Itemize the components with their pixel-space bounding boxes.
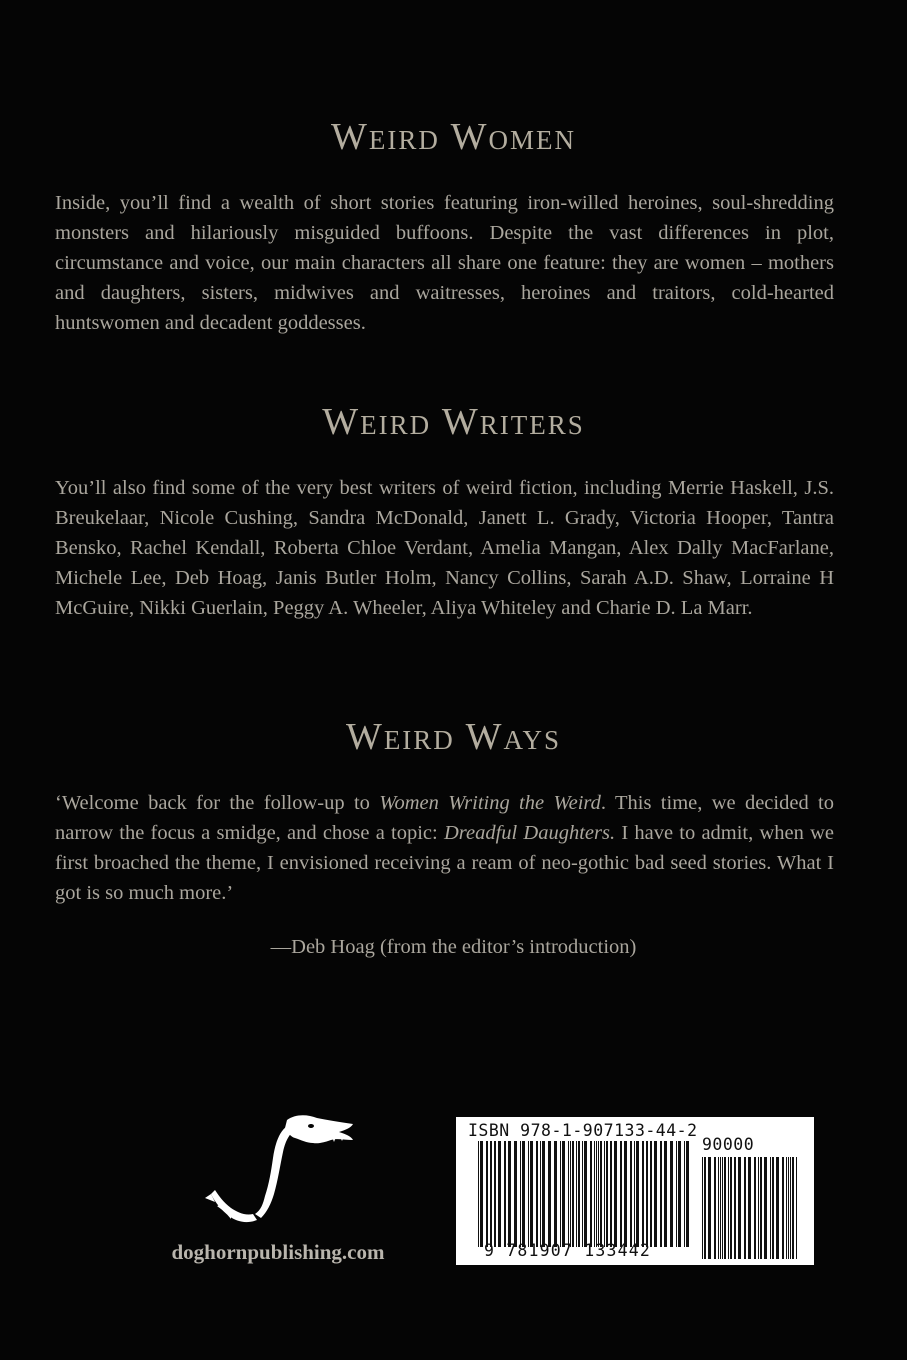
barcode-bar — [598, 1141, 599, 1247]
editor-quote — [55, 788, 834, 908]
barcode-bar — [486, 1141, 488, 1247]
quote-part: I have to admit, when we first broached the theme, I envisioned receiving a ream of neo-gothic bad seed stories. What I got is so much more.’ — [55, 822, 834, 904]
barcode-bar — [684, 1141, 685, 1247]
barcode-bar — [620, 1141, 622, 1247]
quote-part: . This time, we decided to narrow the focus a smidge, and chose a topic: — [55, 792, 834, 844]
barcode-bar — [660, 1141, 662, 1247]
barcode-bar — [664, 1141, 667, 1247]
barcode-bar — [606, 1141, 608, 1247]
barcode-bar — [480, 1141, 483, 1247]
barcode-bar — [770, 1157, 771, 1259]
barcode-bar — [650, 1141, 652, 1247]
barcode-bar — [508, 1141, 511, 1247]
barcode-bar — [542, 1141, 545, 1247]
barcode-bar — [718, 1157, 719, 1259]
publisher-website-link[interactable]: doghornpublishing.com — [171, 1240, 385, 1264]
barcode-bar — [578, 1141, 580, 1247]
barcode-bar — [748, 1157, 751, 1259]
dog-skull-logo-icon — [195, 1110, 365, 1240]
barcode-bar — [714, 1157, 716, 1259]
weird-women-paragraph: Inside, you’ll find a wealth of short stories featuring iron-willed heroines, soul-shredding monsters and hilariously misguided buffoons. Despite the vast differences in plot, circumstance and voice, our main characters all share one feature: they are women – mothers and daughters, sisters, midwives and waitresses, heroines and traitors, cold-hearted huntswomen and decadent goddesses. — [55, 192, 834, 334]
barcode-bar — [728, 1157, 729, 1259]
barcode-bar — [796, 1157, 797, 1259]
barcode-bar — [788, 1157, 789, 1259]
barcode-bar — [786, 1157, 787, 1259]
barcode-bar — [782, 1157, 784, 1259]
barcode-bar — [686, 1141, 689, 1247]
barcode-bar — [614, 1141, 617, 1247]
barcode-bar — [494, 1141, 496, 1247]
barcode-bar — [702, 1157, 703, 1259]
barcode-bar — [754, 1157, 756, 1259]
barcode-bar — [562, 1141, 565, 1247]
barcode-bar — [568, 1141, 569, 1247]
barcode-bar — [624, 1141, 627, 1247]
quote-title-dreadful-daughters: Dreadful Daughters. — [443, 822, 616, 844]
barcode-bar — [522, 1141, 525, 1247]
barcode-bar — [670, 1141, 673, 1247]
barcode-bar — [498, 1141, 501, 1247]
barcode-bar — [514, 1141, 517, 1247]
quote-part: ‘Welcome back for the follow-up to — [55, 792, 380, 814]
barcode-bar — [478, 1141, 479, 1247]
barcode-bar — [582, 1141, 583, 1247]
barcode-bar — [704, 1157, 706, 1259]
heading-weird-writers: Weird Writers — [322, 401, 585, 443]
barcode-bar — [722, 1157, 723, 1259]
barcode-bar — [642, 1141, 644, 1247]
barcode-bar — [596, 1141, 597, 1247]
barcode-bar — [520, 1141, 521, 1247]
barcode-bar — [504, 1141, 506, 1247]
barcode-bar — [548, 1141, 551, 1247]
barcode-bar — [536, 1141, 538, 1247]
barcode-bar — [554, 1141, 557, 1247]
barcode-bar — [528, 1141, 529, 1247]
barcode-bar — [610, 1141, 612, 1247]
barcode-bar — [594, 1141, 595, 1247]
barcode-bar — [724, 1157, 726, 1259]
barcode-bar — [790, 1157, 791, 1259]
barcode-bar — [744, 1157, 746, 1259]
barcode-bar — [760, 1157, 762, 1259]
barcode-bar — [776, 1157, 779, 1259]
barcode-bar — [572, 1141, 574, 1247]
isbn-barcode — [456, 1117, 814, 1265]
weird-writers-paragraph: You’ll also find some of the very best writers of weird fiction, including Merrie Haskell, J.S. Breukelaar, Nicole Cushing, Sandra McDonald, Janett L. Grady, Victoria Hooper, Tantra Bensko, Rachel Kendall, Roberta Chloe Verdant, Amelia Mangan, Alex Dally MacFarlane, Michele Lee, Deb Hoag, Janis Butler Holm, Nancy Collins, Sarah A.D. Shaw, Lorraine H McGuire, Nikki Guerlain, Peggy A. Wheeler, Aliya Whiteley and Charie D. La Marr. — [55, 477, 834, 619]
heading-weird-ways: Weird Ways — [345, 716, 562, 758]
barcode-bar — [576, 1141, 577, 1247]
barcode-bar — [772, 1157, 774, 1259]
barcode-bar — [590, 1141, 592, 1247]
barcode-bar — [630, 1141, 632, 1247]
barcode-bar — [570, 1141, 571, 1247]
barcode-bar — [734, 1157, 736, 1259]
ean-digits: 9 781907 133442 — [484, 1241, 652, 1260]
barcode-bar — [654, 1141, 657, 1247]
barcode-bar — [490, 1141, 492, 1247]
barcode-bar — [764, 1157, 767, 1259]
barcode-bar — [560, 1141, 561, 1247]
barcode-bar — [636, 1141, 639, 1247]
barcode-bar — [530, 1141, 533, 1247]
barcode-bar — [730, 1157, 732, 1259]
barcode-bar — [758, 1157, 759, 1259]
price-addon-code: 90000 — [702, 1135, 755, 1154]
barcode-bar — [584, 1141, 587, 1247]
heading-weird-women: Weird Women — [330, 116, 577, 158]
barcode-bar — [738, 1157, 741, 1259]
barcode-bar — [676, 1141, 677, 1247]
barcode-bar — [708, 1157, 711, 1259]
barcode-bar — [600, 1141, 602, 1247]
barcode-bar — [646, 1141, 648, 1247]
quote-title-women-writing: Women Writing the Weird — [379, 792, 601, 814]
barcode-bar — [634, 1141, 635, 1247]
barcode-bar — [720, 1157, 721, 1259]
isbn-label: ISBN 978-1-907133-44-2 — [468, 1121, 698, 1140]
barcode-bar — [678, 1141, 681, 1247]
barcode-bar — [604, 1141, 605, 1247]
quote-attribution: —Deb Hoag (from the editor’s introduction) — [270, 936, 637, 958]
barcode-bar — [540, 1141, 541, 1247]
barcode-bar — [792, 1157, 794, 1259]
